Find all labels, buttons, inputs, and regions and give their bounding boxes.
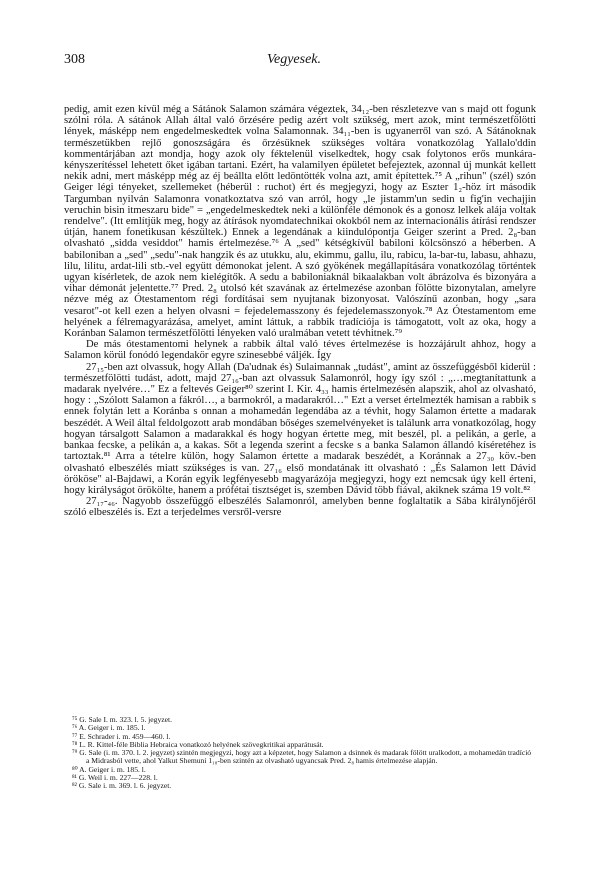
footnote: ⁷⁸ L. R. Kittel-féle Biblia Hebraica vonatkozó helyének szövegkritikai apparátusát. <box>72 739 324 749</box>
footnote: ⁷⁹ G. Sale (i. m. 370. l. 2. jegyzet) szintén megjegyzi, hogy azt a képzetet, hogy Salamon a dsinnek és madarak fölött uralkodott, a mohamedán tradíció a Midrasból vette, ahol Yalkut Shemuni 1₁₈-ben szintén az olvasható ugyancsak Pred. 2₈ hamis értelmezése alapján. <box>72 748 532 766</box>
footnote: ⁸² G. Sale i. m. 369. l. 6. jegyzet. <box>72 781 172 791</box>
paragraph: De más ótestamentomi helynek a rabbik által való téves értelmezése is hozzájárult ahhoz, hogy a Salamon körül fonódó legendakör egyre szinesebbé váljék. Így <box>64 339 536 362</box>
footnote: ⁸¹ G. Weil i. m. 227—228. l. <box>72 773 158 783</box>
footnote: ⁸⁰ A. Geiger i. m. 185. l. <box>72 764 146 774</box>
paragraph: 27₁₅-ben azt olvassuk, hogy Allah (Da'udnak és) Sulaimannak „tudást", amint az összefüggésből kiderül : természetfölötti tudást, adott, majd 27₁₆-ban azt olvassuk Salamonról, hogy így szól : „…megtanítattunk a madarak nyelvére…" Ez a feltevés Geiger⁸⁰ szerint I. Kir. 4₃₃ hamis értelmezésén alapszik, ahol az olvasható, hogy : „Szólott Salamon a fákról…, a barmokról, a madarakról…" Ezt a verset értelmezték hamisan a rabbik s ennek folytán lett a Koránba s onnan a mohamedán legendába az a tévhit, hogy Salamon értette a madarak beszédét. A Weil által feldolgozott arab mondában bőséges szemelvényeket is találunk arra vonatkozólag, hogy hogyan társalgott Salamon a madarakkal és hogy hogyan értette meg, mit beszél, pl. a pelikán, a gerle, a bankaa fecske, a pelikán a, a kakas. Sőt a legenda szerint a fecske s a banka Salamon állandó kíséretéhez is tartoztak.⁸¹ Arra a tételre külön, hogy Salamon értette a madarak beszédét, a Koránnak a 27₃₀ köv.-ben olvasható elbeszélés miatt szükséges is van. 27₁₆ első mondatának itt olvasható : „És Salamon lett Dávid örököse" al-Bajdawi, a Korán egyik legfényesebb magyarázója megjegyzi, hogy ezt nemcsak úgy kell érteni, hogy királyságot örökölte, hanem a prófétai tisztséget is, szemben Dávid több fiával, akiknek száma 19 volt.⁸² <box>64 361 536 496</box>
paragraph: 27₁₇-₄₆. Nagyobb összefüggő elbeszélés Salamonról, amelyben benne foglaltatik a Sába királynőjéről szóló elbeszélés is. Ezt a terjedelmes versről-versre <box>64 496 536 519</box>
page-number: 308 <box>64 52 85 67</box>
footnote: ⁷⁶ A. Geiger i. m. 185. l. <box>72 723 146 733</box>
paragraph: pedig, amit ezen kívül még a Sátánok Salamon számára végeztek, 34₁₂-ben részletezve van s majd ott fogunk szólni róla. A sátánok Allah által való őrzésére pedig azért volt szükség, mert azok, mint természetfölötti lények, másképp nem engedelmeskedtek volna Salamonnak. 34₁₁-ben is ugyanerről van szó. A Sátánoknak természetükben rejlő gonoszságára és őrzésüknek szükséges voltára vonatkozólag Yallalo'ddin kommentárjában azt mondja, hogy azok oly féktelenül viselkedtek, hogy csak folytonos erős munkára-kényszerítéssel lehetett őket igában tartani. Ezért, ha valamilyen épületet befejeztek, azonnal új munkát kellett nekik adni, mert másképp még az éj beállta előtt ledöntötték volna azt, amit építettek.⁷⁵ A „rihun" (szél) szón Geiger légi tényeket, szellemeket (héberül : ruchot) ért és megjegyzi, hogy az Eszter 1₂-höz írt második Targumban nyilván Salamonra vonatkoztatva szó van arról, hogy „le jistamm'un sedin u fig'in vechajjin veruchin bisin itmeszaru bide" = „engedelmeskedtek neki a különféle démonok és a gonosz lelkek alája voltak rendelve". (Itt említjük meg, hogy az átírások nyomdatechnikai okokból nem az internacionális átírási rendszer útján, hanem fonetikusan készültek.) Ennek a legendának a kiindulópontja Geiger szerint a Pred. 2₈-ban olvasható „sidda vesiddot" hamis értelmezése.⁷⁶ A „sed" kétségkívül babiloni kölcsönszó a héberben. A babiloniban a „sed" „sedu"-nak hangzik és az utukku, alu, ekimmu, gallu, ilu, rabicu, la-bar-tu, labasu, ahhazu, lilu, lilitu, ardat-lili stb.-vel együtt démonokat jelent. A szó gyökének megállapítására vonatkozólag történtek ugyan kísérletek, de azok nem kielégítők. A sedu a babiloniaknál bikaalakban volt ábrázolva és bizonyára a vihar démonát jelentette.⁷⁷ Pred. 2₈ utolsó két szavának az értelmezése azonban fölötte bizonytalan, amelyre nézve még az Ótestamentom régi fordításai sem nyujtanak bizonyosat. Valószínű azonban, hogy „sara vesarot"-ot kell ezen a helyen olvasni = fejedelemasszony és fejedelemasszonyok.⁷⁸ Az Ótestamentom eme helyének a félremagyarázása, amelyet, amint láttuk, a rabbik tradíciója is támogatott, volt az oka, hogy a Koránban Salamon természetfölötti lényeken való uralmában vetett tévhitnek.⁷⁹ <box>64 104 536 340</box>
page-header <box>64 52 524 72</box>
footnotes <box>64 716 536 791</box>
footnote: ⁷⁷ E. Schrader i. m. 459—460. l. <box>72 731 171 741</box>
footnote: ⁷⁵ G. Sale I. m. 323. l. 5. jegyzet. <box>72 715 172 724</box>
main-text <box>64 104 536 519</box>
running-head: Vegyesek. <box>266 52 322 67</box>
